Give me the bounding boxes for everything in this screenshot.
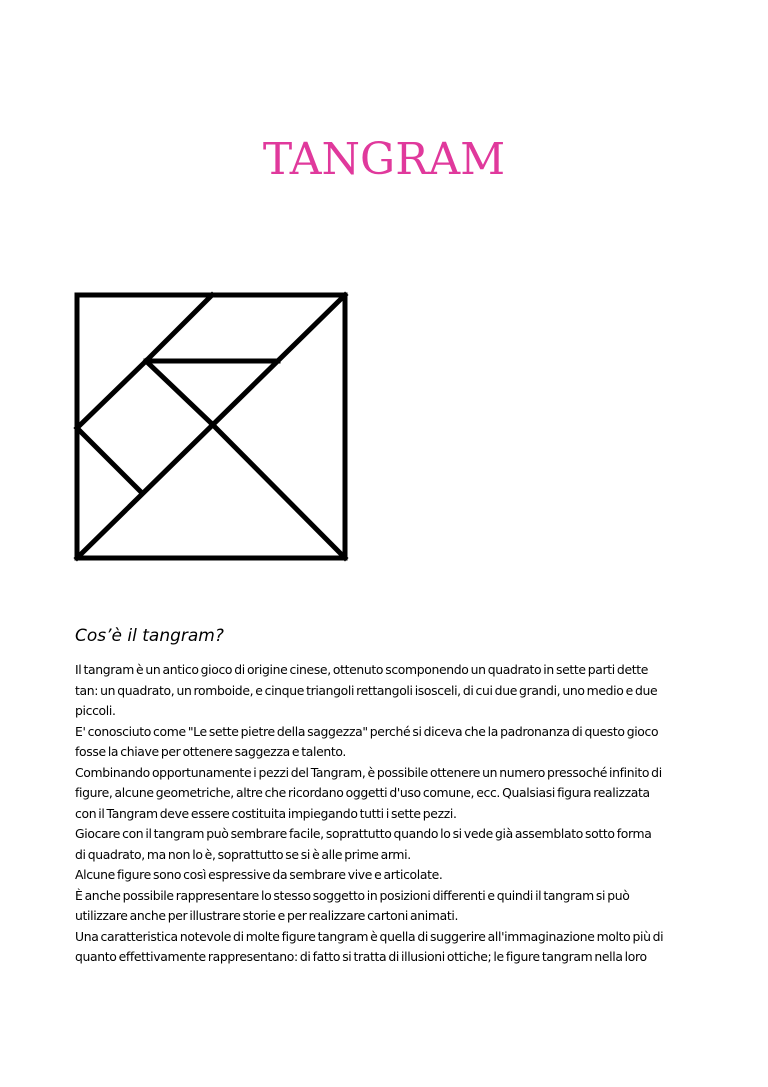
tangram-parallelogram-edge [146, 295, 212, 361]
text-line: Combinando opportunamente i pezzi del Tangram, è possibile ottenere un numero pressoché infinito di [75, 764, 662, 780]
text-line: figure, alcune geometriche, altre che ricordano oggetti d'uso comune, ecc. Qualsiasi figura realizzata [75, 785, 650, 800]
text-line: piccoli. [75, 703, 116, 718]
text-line: Giocare con il tangram può sembrare facile, soprattutto quando lo si vede già assemblato sotto forma [75, 826, 652, 841]
section-heading: Cos’è il tangram? [75, 626, 224, 646]
body-paragraphs [75, 660, 715, 968]
text-line: E' conosciuto come "Le sette pietre della saggezza" perché si diceva che la padronanza di questo gioco [75, 723, 659, 739]
tangram-diagonal-cross [212, 424, 345, 558]
text-line: È anche possibile rappresentare lo stesso soggetto in posizioni differenti e quindi il tangram si può [75, 887, 630, 903]
text-line: utilizzare anche per illustrare storie e per realizzare cartoni animati. [75, 908, 459, 923]
text-line: con il Tangram deve essere costituita impiegando tutti i sette pezzi. [75, 805, 457, 821]
text-line: tan: un quadrato, un romboide, e cinque triangoli rettangoli isosceli, di cui due grandi, uno medio e due [75, 682, 658, 698]
text-line: di quadrato, ma non lo è, soprattutto se si è alle prime armi. [75, 846, 411, 862]
page-title: TANGRAM [262, 134, 506, 185]
text-line: Una caratteristica notevole di molte figure tangram è quella di suggerire all'immaginazione molto più di [75, 928, 664, 944]
tangram-diagram [70, 288, 355, 568]
tangram-square-top [77, 361, 146, 428]
text-line: fosse la chiave per ottenere saggezza e talento. [75, 744, 347, 759]
tangram-square-bottom [77, 428, 142, 493]
tangram-square-right [146, 361, 212, 424]
text-line: quanto effettivamente rappresentano: di fatto si tratta di illusioni ottiche; le figure tangram nella loro [75, 949, 647, 964]
text-line: Alcune figure sono così espressive da sembrare vive e articolate. [75, 867, 443, 882]
text-line: Il tangram è un antico gioco di origine cinese, ottenuto scomponendo un quadrato in sette parti dette [75, 662, 649, 677]
